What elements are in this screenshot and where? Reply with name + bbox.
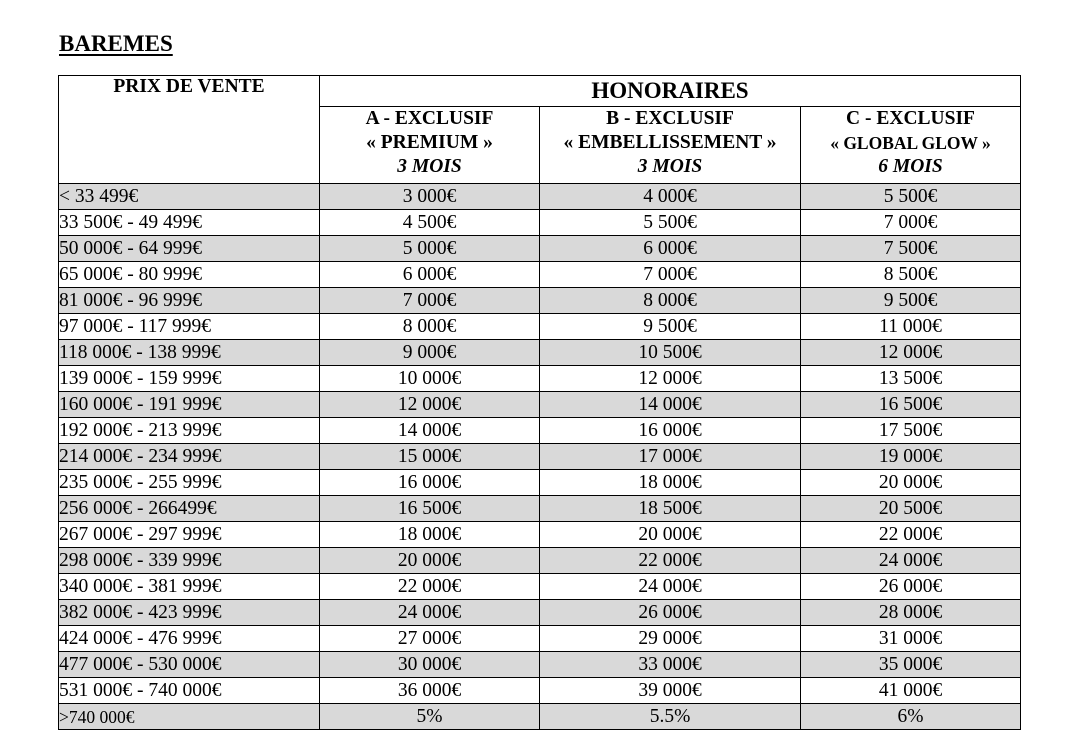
fee-b-cell: 18 000€ [540, 470, 801, 496]
fee-c-cell: 41 000€ [801, 678, 1021, 704]
fee-a-cell: 9 000€ [320, 340, 540, 366]
fee-c-cell: 7 000€ [801, 210, 1021, 236]
table-row [59, 652, 1021, 678]
fee-c-cell: 13 500€ [801, 366, 1021, 392]
fee-a-cell: 18 000€ [320, 522, 540, 548]
fee-b-cell: 16 000€ [540, 418, 801, 444]
fee-a-cell: 22 000€ [320, 574, 540, 600]
table-row [59, 184, 1021, 210]
fee-c-cell: 20 000€ [801, 470, 1021, 496]
fee-c-cell: 20 500€ [801, 496, 1021, 522]
column-c-sub: « GLOBAL GLOW » [830, 133, 991, 153]
column-a-sub: « PREMIUM » [366, 132, 493, 153]
table-header [59, 76, 1021, 184]
column-b-sub: « EMBELLISSEMENT » [563, 132, 777, 153]
fee-b-cell: 39 000€ [540, 678, 801, 704]
fee-a-cell: 8 000€ [320, 314, 540, 340]
fee-c-cell: 9 500€ [801, 288, 1021, 314]
price-range-cell: 256 000€ - 266499€ [59, 496, 320, 522]
fee-b-cell: 24 000€ [540, 574, 801, 600]
fee-a-cell: 36 000€ [320, 678, 540, 704]
price-range-cell: 235 000€ - 255 999€ [59, 470, 320, 496]
price-range-cell: 298 000€ - 339 999€ [59, 548, 320, 574]
fee-c-cell: 5 500€ [801, 184, 1021, 210]
fee-a-cell: 24 000€ [320, 600, 540, 626]
table-row [59, 314, 1021, 340]
fee-a-cell: 6 000€ [320, 262, 540, 288]
price-range-cell: 50 000€ - 64 999€ [59, 236, 320, 262]
fee-a-cell: 3 000€ [320, 184, 540, 210]
prix-de-vente-header: PRIX DE VENTE [59, 76, 320, 184]
table-body [59, 184, 1021, 730]
column-b-name: B - EXCLUSIF [606, 108, 734, 129]
price-range-cell: 33 500€ - 49 499€ [59, 210, 320, 236]
fee-b-cell: 8 000€ [540, 288, 801, 314]
price-range-cell: >740 000€ [59, 704, 320, 730]
fee-c-cell: 28 000€ [801, 600, 1021, 626]
fee-a-cell: 30 000€ [320, 652, 540, 678]
table-row [59, 600, 1021, 626]
fee-c-cell: 12 000€ [801, 340, 1021, 366]
fee-c-cell: 7 500€ [801, 236, 1021, 262]
fee-c-cell: 24 000€ [801, 548, 1021, 574]
table-row [59, 288, 1021, 314]
price-range-cell: 160 000€ - 191 999€ [59, 392, 320, 418]
table-row [59, 236, 1021, 262]
price-range-cell: < 33 499€ [59, 184, 320, 210]
table-row [59, 418, 1021, 444]
table-row [59, 626, 1021, 652]
table-row [59, 340, 1021, 366]
fee-c-cell: 16 500€ [801, 392, 1021, 418]
table-row [59, 574, 1021, 600]
fee-b-cell: 9 500€ [540, 314, 801, 340]
fee-b-cell: 18 500€ [540, 496, 801, 522]
fee-b-cell: 7 000€ [540, 262, 801, 288]
column-c-duration: 6 MOIS [878, 156, 943, 177]
table-row [59, 366, 1021, 392]
fee-a-cell: 15 000€ [320, 444, 540, 470]
fee-a-cell: 16 000€ [320, 470, 540, 496]
price-range-cell: 139 000€ - 159 999€ [59, 366, 320, 392]
column-c-name: C - EXCLUSIF [846, 108, 975, 129]
table-row [59, 470, 1021, 496]
fee-a-cell: 10 000€ [320, 366, 540, 392]
fee-b-cell: 5 500€ [540, 210, 801, 236]
table-row [59, 262, 1021, 288]
price-range-cell: 192 000€ - 213 999€ [59, 418, 320, 444]
column-b-duration: 3 MOIS [637, 156, 703, 177]
price-range-cell: 340 000€ - 381 999€ [59, 574, 320, 600]
table-row [59, 444, 1021, 470]
fee-c-cell: 17 500€ [801, 418, 1021, 444]
fee-c-cell: 31 000€ [801, 626, 1021, 652]
fee-b-cell: 17 000€ [540, 444, 801, 470]
fee-b-cell: 10 500€ [540, 340, 801, 366]
fee-b-cell: 26 000€ [540, 600, 801, 626]
table-row [59, 210, 1021, 236]
table-row [59, 522, 1021, 548]
bareme-table [58, 75, 1021, 730]
page-title: BAREMES [59, 31, 173, 56]
fee-b-cell: 6 000€ [540, 236, 801, 262]
table-row [59, 704, 1021, 730]
price-range-cell: 214 000€ - 234 999€ [59, 444, 320, 470]
fee-c-cell: 35 000€ [801, 652, 1021, 678]
fee-c-cell: 6% [801, 704, 1021, 730]
price-range-cell: 531 000€ - 740 000€ [59, 678, 320, 704]
fee-b-cell: 20 000€ [540, 522, 801, 548]
fee-a-cell: 5% [320, 704, 540, 730]
fee-c-cell: 8 500€ [801, 262, 1021, 288]
table-row [59, 496, 1021, 522]
fee-a-cell: 14 000€ [320, 418, 540, 444]
column-header-a [320, 107, 540, 184]
fee-a-cell: 20 000€ [320, 548, 540, 574]
price-range-cell: 97 000€ - 117 999€ [59, 314, 320, 340]
price-range-cell: 477 000€ - 530 000€ [59, 652, 320, 678]
column-a-name: A - EXCLUSIF [365, 108, 494, 129]
fee-c-cell: 26 000€ [801, 574, 1021, 600]
price-range-cell: 267 000€ - 297 999€ [59, 522, 320, 548]
fee-b-cell: 12 000€ [540, 366, 801, 392]
price-range-cell: 65 000€ - 80 999€ [59, 262, 320, 288]
price-range-cell: 424 000€ - 476 999€ [59, 626, 320, 652]
table-row [59, 678, 1021, 704]
fee-b-cell: 33 000€ [540, 652, 801, 678]
fee-a-cell: 27 000€ [320, 626, 540, 652]
fee-a-cell: 7 000€ [320, 288, 540, 314]
fee-b-cell: 4 000€ [540, 184, 801, 210]
fee-b-cell: 5.5% [540, 704, 801, 730]
fee-a-cell: 12 000€ [320, 392, 540, 418]
column-a-duration: 3 MOIS [397, 156, 462, 177]
fee-b-cell: 29 000€ [540, 626, 801, 652]
price-range-cell: 118 000€ - 138 999€ [59, 340, 320, 366]
table-row [59, 548, 1021, 574]
fee-a-cell: 4 500€ [320, 210, 540, 236]
price-range-cell: 81 000€ - 96 999€ [59, 288, 320, 314]
column-header-c [801, 107, 1021, 184]
fee-a-cell: 16 500€ [320, 496, 540, 522]
table-row [59, 392, 1021, 418]
column-header-b [540, 107, 801, 184]
fee-a-cell: 5 000€ [320, 236, 540, 262]
fee-b-cell: 22 000€ [540, 548, 801, 574]
fee-c-cell: 22 000€ [801, 522, 1021, 548]
fee-c-cell: 11 000€ [801, 314, 1021, 340]
fee-c-cell: 19 000€ [801, 444, 1021, 470]
honoraires-header: HONORAIRES [320, 76, 1021, 107]
fee-b-cell: 14 000€ [540, 392, 801, 418]
price-range-cell: 382 000€ - 423 999€ [59, 600, 320, 626]
